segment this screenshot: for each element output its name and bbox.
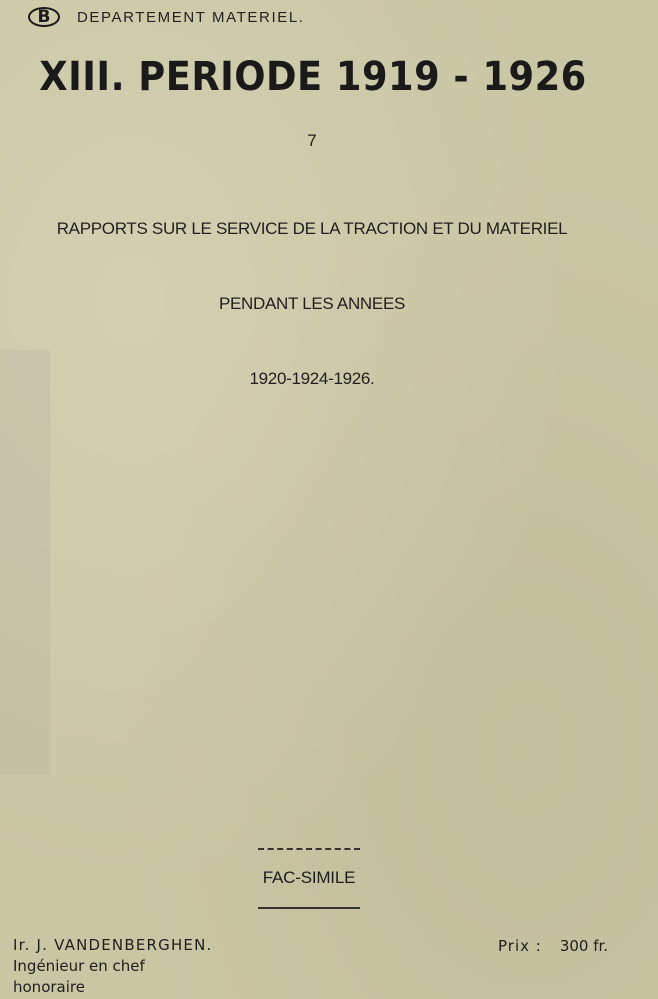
during-line: PENDANT LES ANNEES [218,294,406,313]
paper-stain [0,350,50,775]
reports-line: RAPPORTS SUR LE SERVICE DE LA TRACTION ET DU MATERIEL [56,219,568,238]
price-value: 300 fr. [559,937,609,955]
top-divider [258,848,360,850]
author-role: Ingénieur en chef [13,957,145,975]
department-label: DEPARTEMENT MATERIEL. [77,8,305,26]
price-block [498,937,608,955]
facsimile-label: FAC-SIMILE [262,868,356,887]
railway-logo-icon [28,7,60,27]
price-label: Prix : [498,937,542,955]
author-name: Ir. J. VANDENBERGHEN. [13,936,213,954]
years-line: 1920-1924-1926. [249,369,375,388]
author-block [13,935,213,998]
logo-letter: B [37,6,51,27]
header [28,7,305,27]
bottom-divider [258,907,360,909]
author-status: honoraire [13,978,85,996]
page-title: XIII. PERIODE 1919 - 1926 [39,54,587,100]
volume-number: 7 [307,131,317,150]
